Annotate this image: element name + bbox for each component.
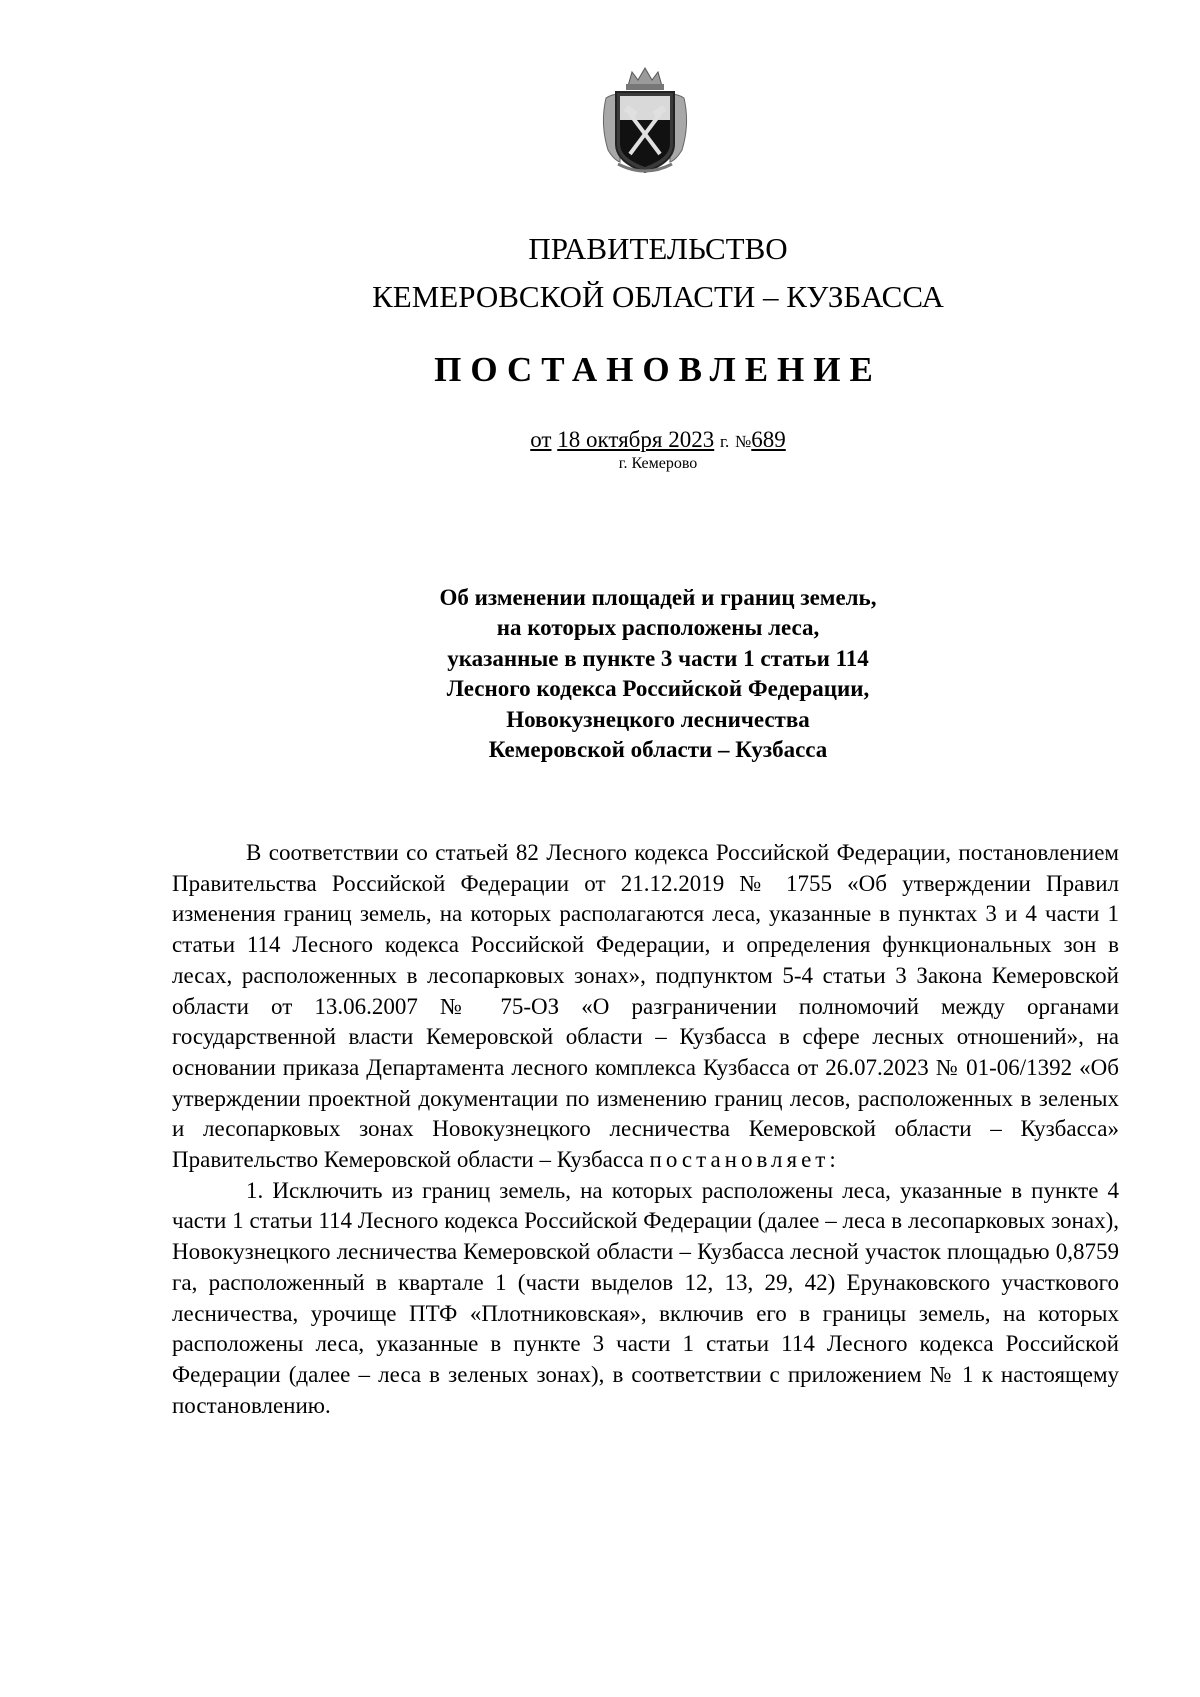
title-line: Кемеровской области – Кузбасса bbox=[488, 737, 828, 763]
title-line: Новокузнецкого лесничества bbox=[506, 706, 810, 732]
title-line: Лесного кодекса Российской Федерации, bbox=[446, 676, 870, 702]
resolves-word: постановляет: bbox=[649, 1147, 840, 1173]
title-line: Об изменении площадей и границ земель, bbox=[439, 585, 877, 610]
government-name-line1: ПРАВИТЕЛЬСТВО bbox=[528, 231, 788, 266]
title-line: указанные в пункте 3 части 1 статьи 114 bbox=[447, 645, 869, 671]
preamble-text: В соответствии со статьей 82 Лесного кодекса Российской Федерации, постановлением Правительства Российской Федерации от 21.12.2019 № 1755 «Об утверждении Правил изменения границ земель, на которых располагаются леса, указанные в пунктах 3 и 4 части 1 статьи 114 Лесного кодекса Российской Федерации, и определения функциональных зон в лесах, расположенных в лесопарковых зонах», подпунктом 5-4 статьи 3 Закона Кемеровской области от 13.06.2007 № 75-ОЗ «О разграничении полномочий между органами государственной власти Кемеровской области – Кузбасса в сфере лесных отношений», на основании приказа Департамента лесного комплекса Кузбасса от 26.07.2023 № 01-06/1392 «Об утверждении проектной документации по изменению границ лесов, расположенных в зеленых и лесопарковых зонах Новокузнецкого лесничества Кемеровской области – Кузбасса» Правительство Кемеровской области – Кузбасса bbox=[172, 840, 1119, 1173]
number-sign: № bbox=[735, 432, 752, 451]
title-line: на которых расположены леса, bbox=[496, 615, 820, 641]
preamble-paragraph bbox=[172, 838, 1119, 1176]
document-title bbox=[58, 583, 1200, 765]
city: г. Кемерово bbox=[618, 455, 698, 472]
year-suffix: г. bbox=[719, 432, 730, 451]
item-1-paragraph: 1. Исключить из границ земель, на которых расположены леса, указанные в пункте 4 части 1 статьи 114 Лесного кодекса Российской Федерации (далее – леса в лесопарковых зонах), Новокузнецкого лесничества Кемеровской области – Кузбасса лесной участок площадью 0,8759 га, расположенный в квартале 1 (части выделов 12, 13, 29, 42) Ерунаковского участкового лесничества, урочище ПТФ «Плотниковская», включив его в границы земель, на которых расположены леса, указанные в пункте 3 части 1 статьи 114 Лесного кодекса Российской Федерации (далее – леса в зеленых зонах), в соответствии с приложением № 1 к настоящему постановлению. bbox=[172, 1177, 1119, 1418]
document-number: 689 bbox=[751, 427, 786, 452]
document-type: ПОСТАНОВЛЕНИЕ bbox=[434, 350, 882, 389]
coat-of-arms-icon bbox=[598, 64, 692, 176]
document-date: 18 октября 2023 bbox=[557, 427, 715, 452]
date-prefix: от bbox=[530, 427, 552, 452]
date-number-line bbox=[58, 426, 1200, 456]
document-body bbox=[172, 838, 1119, 1421]
government-name-line2: КЕМЕРОВСКОЙ ОБЛАСТИ – КУЗБАССА bbox=[372, 279, 944, 314]
